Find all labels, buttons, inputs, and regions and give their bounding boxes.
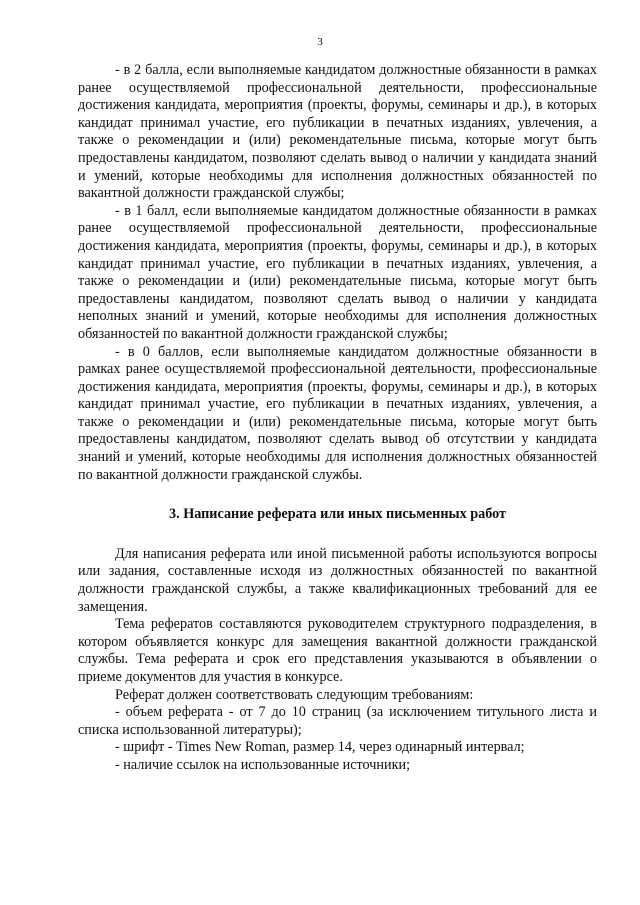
page-number: 3 (317, 36, 323, 48)
requirement-volume: - объем реферата - от 7 до 10 страниц (за исключением титульного листа и списка использованной литературы); (78, 704, 597, 738)
requirement-references: - наличие ссылок на использованные источники; (115, 756, 411, 773)
essay-intro-paragraph: Для написания реферата или иной письменной работы используются вопросы или задания, составленные исходя из должностных обязанностей по вакантной должности гражданской службы, а также квалификационных требований для ее замещения. (78, 545, 597, 615)
criteria-1-point: - в 1 балл, если выполняемые кандидатом должностные обязанности в рамках ранее осуществляемой профессиональной деятельности, профессиональные достижения кандидата, мероприятия (проекты, форумы, семинары и др.), в которых кандидат принимал участие, его публикации в печатных изданиях, увлечения, а также о рекомендации и (или) рекомендательные письма, которые могут быть предоставлены кандидатом, позволяют сделать вывод о наличии у кандидата неполных знаний и умений, которые необходимы для исполнения должностных обязанностей по вакантной должности гражданской службы; (78, 202, 597, 342)
requirement-font: - шрифт - Times New Roman, размер 14, через одинарный интервал; (115, 739, 525, 756)
essay-requirements-intro: Реферат должен соответствовать следующим требованиям: (115, 686, 474, 703)
page-content (78, 62, 597, 775)
section-heading: 3. Написание реферата или иных письменных работ (169, 506, 506, 523)
criteria-0-points: - в 0 баллов, если выполняемые кандидатом должностные обязанности в рамках ранее осуществляемой профессиональной деятельности, профессиональные достижения кандидата, мероприятия (проекты, форумы, семинары и др.), в которых кандидат принимал участие, его публикации в печатных изданиях, увлечения, а также о рекомендации и (или) рекомендательные письма, которые могут быть предоставлены кандидатом, позволяют сделать вывод об отсутствии у кандидата знаний и умений, которые необходимы для исполнения должностных обязанностей по вакантной должности гражданской службы. (78, 343, 597, 483)
criteria-2-points: - в 2 балла, если выполняемые кандидатом должностные обязанности в рамках ранее осуществляемой профессиональной деятельности, профессиональные достижения кандидата, мероприятия (проекты, форумы, семинары и др.), в которых кандидат принимал участие, его публикации в печатных изданиях, увлечения, а также о рекомендации и (или) рекомендательные письма, которые могут быть предоставлены кандидатом, позволяют сделать вывод о наличии у кандидата знаний и умений, которые необходимы для исполнения должностных обязанностей по вакантной должности гражданской службы; (78, 62, 597, 202)
essay-topic-paragraph: Тема рефератов составляются руководителем структурного подразделения, в котором объявляется конкурс для замещения вакантной должности гражданской службы. Тема реферата и срок его представления указываются в объявлении о приеме документов для участия в конкурсе. (78, 616, 597, 685)
